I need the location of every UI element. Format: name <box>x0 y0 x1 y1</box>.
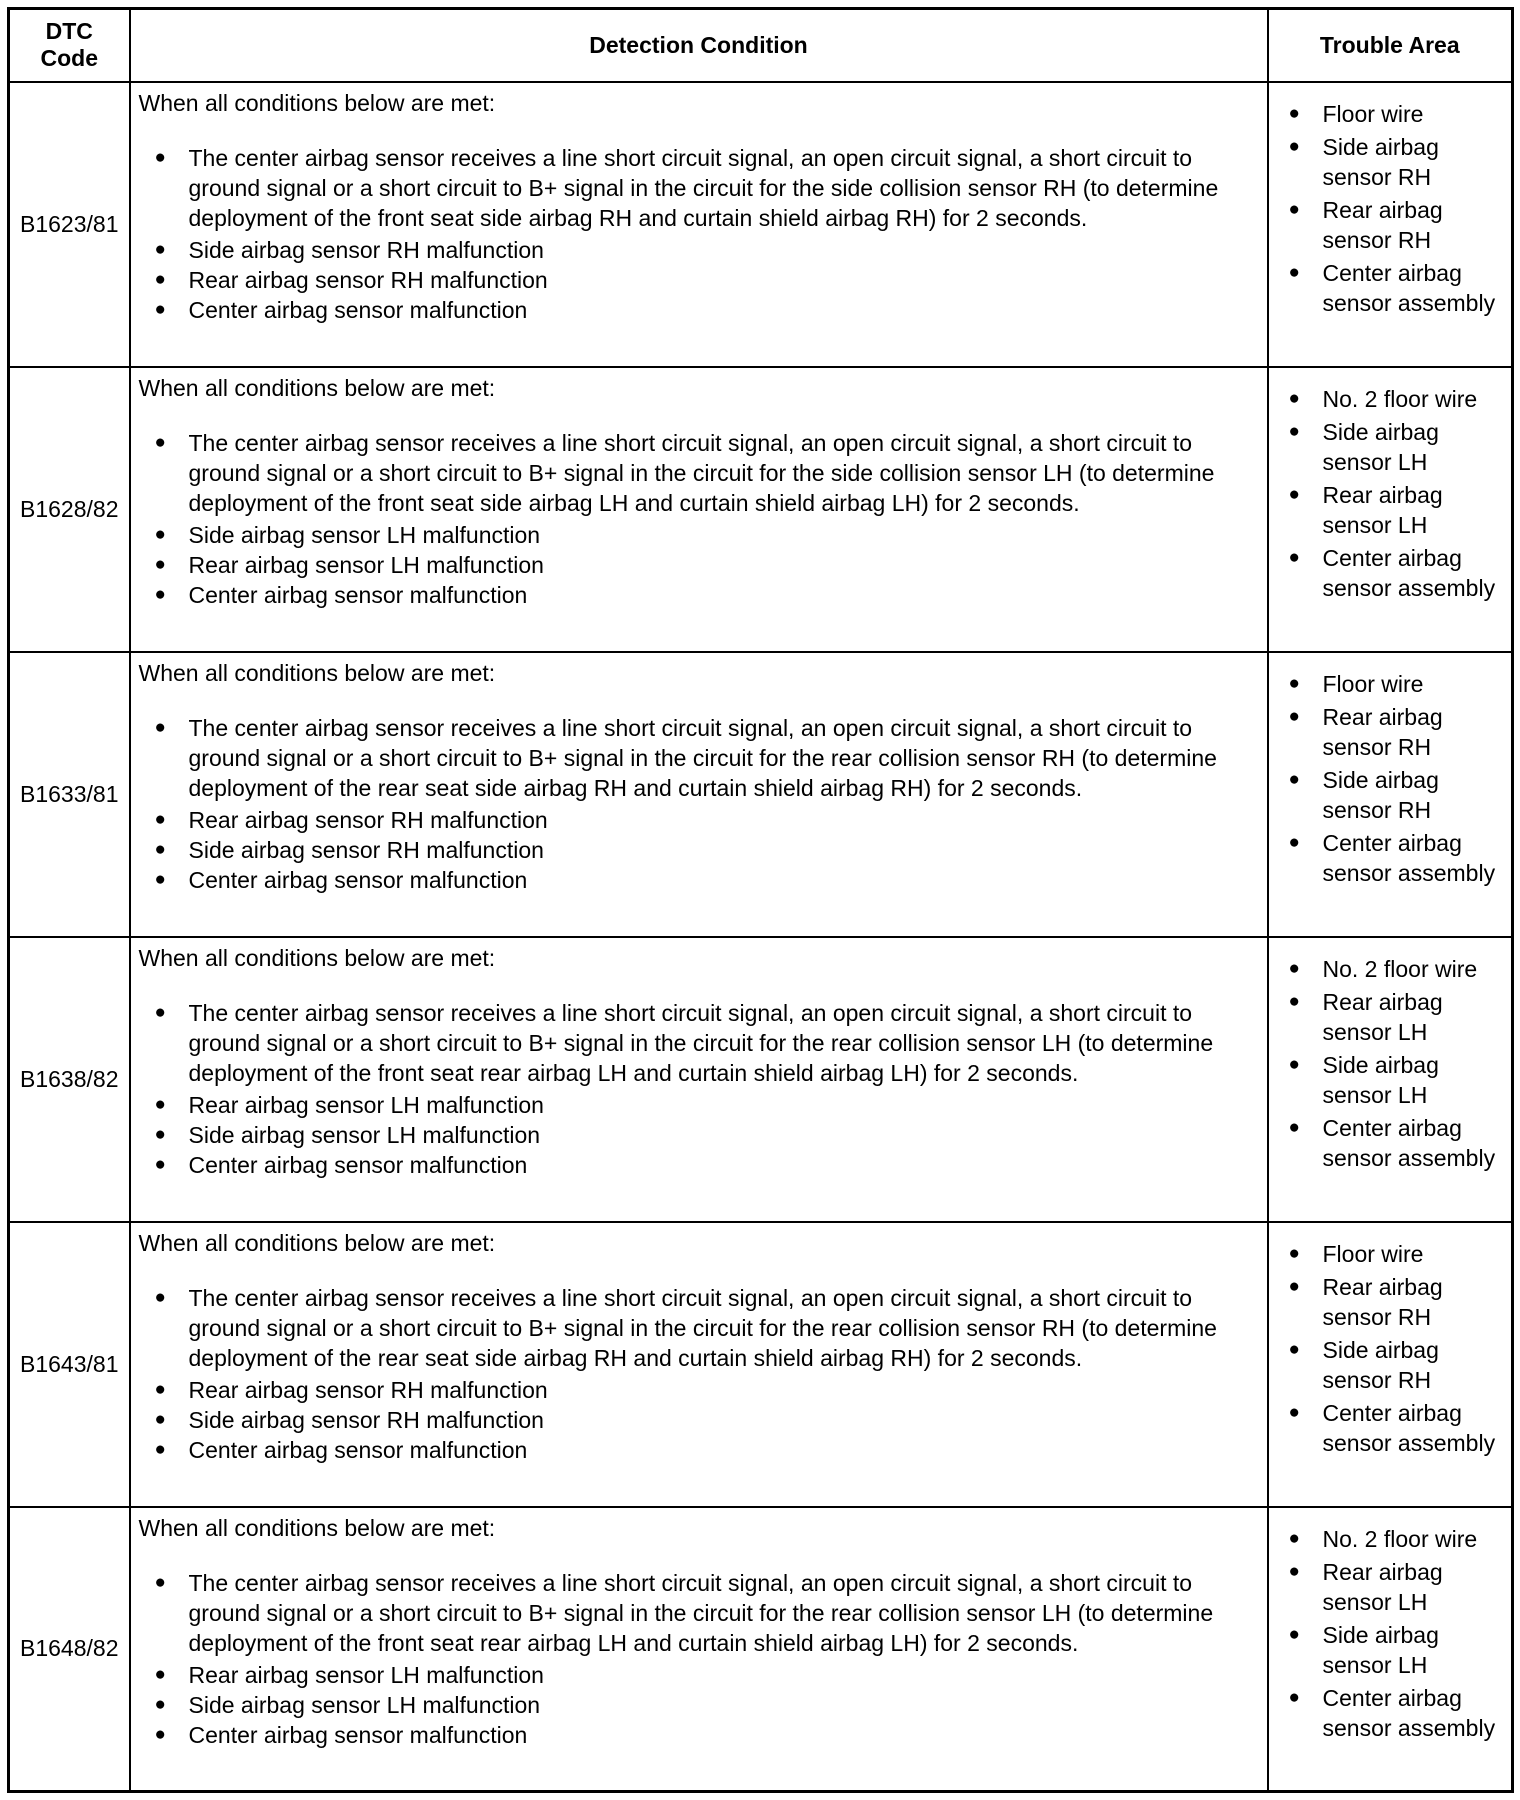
detection-condition-cell <box>130 367 1268 652</box>
trouble-area-list <box>1277 384 1506 603</box>
trouble-area-item: ● No. 2 floor wire <box>1323 1524 1506 1554</box>
condition-item: ● Side airbag sensor RH malfunction <box>189 835 1259 865</box>
table-row <box>9 1222 1513 1507</box>
condition-item: ● Rear airbag sensor RH malfunction <box>189 265 1259 295</box>
condition-item: ● Center airbag sensor malfunction <box>189 865 1259 895</box>
trouble-area-item: ● Rear airbag sensor RH <box>1323 702 1506 762</box>
condition-list <box>139 1283 1259 1465</box>
trouble-area-item: ● Floor wire <box>1323 1239 1506 1269</box>
trouble-area-item: ● Rear airbag sensor LH <box>1323 480 1506 540</box>
condition-item: ● Side airbag sensor LH malfunction <box>189 520 1259 550</box>
detection-condition-cell <box>130 82 1268 367</box>
detection-condition-cell <box>130 652 1268 937</box>
trouble-area-cell <box>1268 82 1513 367</box>
condition-item: ● Rear airbag sensor RH malfunction <box>189 1375 1259 1405</box>
trouble-area-cell <box>1268 367 1513 652</box>
condition-intro: When all conditions below are met: <box>138 1514 496 1541</box>
condition-item: ● Rear airbag sensor LH malfunction <box>189 550 1259 580</box>
trouble-area-item: ● Side airbag sensor RH <box>1323 132 1506 192</box>
condition-item: ● The center airbag sensor receives a line short circuit signal, an open circuit signal, a short circuit to ground signal or a short circuit to B+ signal in the circuit for the rear collision sensor LH (to determine deployment of the front seat rear airbag LH and curtain shield airbag LH) for 2 seconds. <box>189 1568 1259 1658</box>
table-row <box>9 652 1513 937</box>
condition-item: ● The center airbag sensor receives a line short circuit signal, an open circuit signal, a short circuit to ground signal or a short circuit to B+ signal in the circuit for the rear collision sensor RH (to determine deployment of the rear seat side airbag RH and curtain shield airbag RH) for 2 seconds. <box>189 1283 1259 1373</box>
condition-list <box>139 428 1259 610</box>
condition-list <box>139 143 1259 325</box>
condition-item: ● Rear airbag sensor LH malfunction <box>189 1660 1259 1690</box>
condition-item: ● The center airbag sensor receives a line short circuit signal, an open circuit signal, a short circuit to ground signal or a short circuit to B+ signal in the circuit for the rear collision sensor LH (to determine deployment of the front seat rear airbag LH and curtain shield airbag LH) for 2 seconds. <box>189 998 1259 1088</box>
table-row <box>9 937 1513 1222</box>
detection-condition-cell <box>130 937 1268 1222</box>
trouble-area-item: ● Center airbag sensor assembly <box>1323 1398 1506 1458</box>
condition-item: ● The center airbag sensor receives a line short circuit signal, an open circuit signal, a short circuit to ground signal or a short circuit to B+ signal in the circuit for the side collision sensor LH (to determine deployment of the front seat side airbag LH and curtain shield airbag LH) for 2 seconds. <box>189 428 1259 518</box>
trouble-area-list <box>1277 99 1506 318</box>
dtc-code: B1643/81 <box>9 1222 130 1507</box>
dtc-table <box>7 7 1514 1793</box>
trouble-area-item: ● Center airbag sensor assembly <box>1323 258 1506 318</box>
condition-item: ● Side airbag sensor LH malfunction <box>189 1120 1259 1150</box>
trouble-area-item: ● Center airbag sensor assembly <box>1323 1683 1506 1743</box>
trouble-area-item: ● Floor wire <box>1323 669 1506 699</box>
condition-item: ● Rear airbag sensor LH malfunction <box>189 1090 1259 1120</box>
condition-intro: When all conditions below are met: <box>138 89 496 116</box>
condition-list <box>139 1568 1259 1750</box>
condition-list <box>139 998 1259 1180</box>
trouble-area-cell <box>1268 1222 1513 1507</box>
trouble-area-cell <box>1268 937 1513 1222</box>
condition-item: ● Center airbag sensor malfunction <box>189 295 1259 325</box>
condition-item: ● Rear airbag sensor RH malfunction <box>189 805 1259 835</box>
dtc-code: B1648/82 <box>9 1507 130 1792</box>
condition-intro: When all conditions below are met: <box>138 659 496 686</box>
trouble-area-item: ● Rear airbag sensor RH <box>1323 1272 1506 1332</box>
dtc-code: B1638/82 <box>9 937 130 1222</box>
condition-intro: When all conditions below are met: <box>138 374 496 401</box>
dtc-code: B1628/82 <box>9 367 130 652</box>
header-trouble-area: Trouble Area <box>1268 9 1513 82</box>
trouble-area-cell <box>1268 652 1513 937</box>
condition-item: ● The center airbag sensor receives a line short circuit signal, an open circuit signal, a short circuit to ground signal or a short circuit to B+ signal in the circuit for the side collision sensor RH (to determine deployment of the front seat side airbag RH and curtain shield airbag RH) for 2 seconds. <box>189 143 1259 233</box>
condition-item: ● Side airbag sensor RH malfunction <box>189 235 1259 265</box>
trouble-area-item: ● Side airbag sensor LH <box>1323 1050 1506 1110</box>
table-row <box>9 1507 1513 1792</box>
table-row <box>9 367 1513 652</box>
condition-item: ● Side airbag sensor RH malfunction <box>189 1405 1259 1435</box>
trouble-area-item: ● Center airbag sensor assembly <box>1323 543 1506 603</box>
trouble-area-item: ● Rear airbag sensor LH <box>1323 987 1506 1047</box>
trouble-area-item: ● Floor wire <box>1323 99 1506 129</box>
trouble-area-item: ● Side airbag sensor LH <box>1323 417 1506 477</box>
condition-intro: When all conditions below are met: <box>138 944 496 971</box>
trouble-area-item: ● No. 2 floor wire <box>1323 384 1506 414</box>
table-body <box>9 82 1513 1792</box>
trouble-area-list <box>1277 669 1506 888</box>
header-dtc-code: DTC Code <box>9 9 130 82</box>
trouble-area-item: ● Rear airbag sensor RH <box>1323 195 1506 255</box>
trouble-area-item: ● Rear airbag sensor LH <box>1323 1557 1506 1617</box>
condition-item: ● Center airbag sensor malfunction <box>189 1720 1259 1750</box>
condition-item: ● Center airbag sensor malfunction <box>189 580 1259 610</box>
header-row <box>9 9 1513 82</box>
condition-item: ● Side airbag sensor LH malfunction <box>189 1690 1259 1720</box>
condition-intro: When all conditions below are met: <box>138 1229 496 1256</box>
dtc-code: B1633/81 <box>9 652 130 937</box>
trouble-area-item: ● Side airbag sensor RH <box>1323 1335 1506 1395</box>
trouble-area-item: ● Center airbag sensor assembly <box>1323 828 1506 888</box>
table-row <box>9 82 1513 367</box>
header-detection-condition: Detection Condition <box>130 9 1268 82</box>
trouble-area-list <box>1277 1239 1506 1458</box>
trouble-area-item: ● Center airbag sensor assembly <box>1323 1113 1506 1173</box>
trouble-area-item: ● Side airbag sensor LH <box>1323 1620 1506 1680</box>
detection-condition-cell <box>130 1507 1268 1792</box>
trouble-area-item: ● No. 2 floor wire <box>1323 954 1506 984</box>
detection-condition-cell <box>130 1222 1268 1507</box>
condition-list <box>139 713 1259 895</box>
condition-item: ● Center airbag sensor malfunction <box>189 1150 1259 1180</box>
trouble-area-item: ● Side airbag sensor RH <box>1323 765 1506 825</box>
dtc-code: B1623/81 <box>9 82 130 367</box>
condition-item: ● The center airbag sensor receives a line short circuit signal, an open circuit signal, a short circuit to ground signal or a short circuit to B+ signal in the circuit for the rear collision sensor RH (to determine deployment of the rear seat side airbag RH and curtain shield airbag RH) for 2 seconds. <box>189 713 1259 803</box>
trouble-area-list <box>1277 1524 1506 1743</box>
condition-item: ● Center airbag sensor malfunction <box>189 1435 1259 1465</box>
trouble-area-cell <box>1268 1507 1513 1792</box>
trouble-area-list <box>1277 954 1506 1173</box>
